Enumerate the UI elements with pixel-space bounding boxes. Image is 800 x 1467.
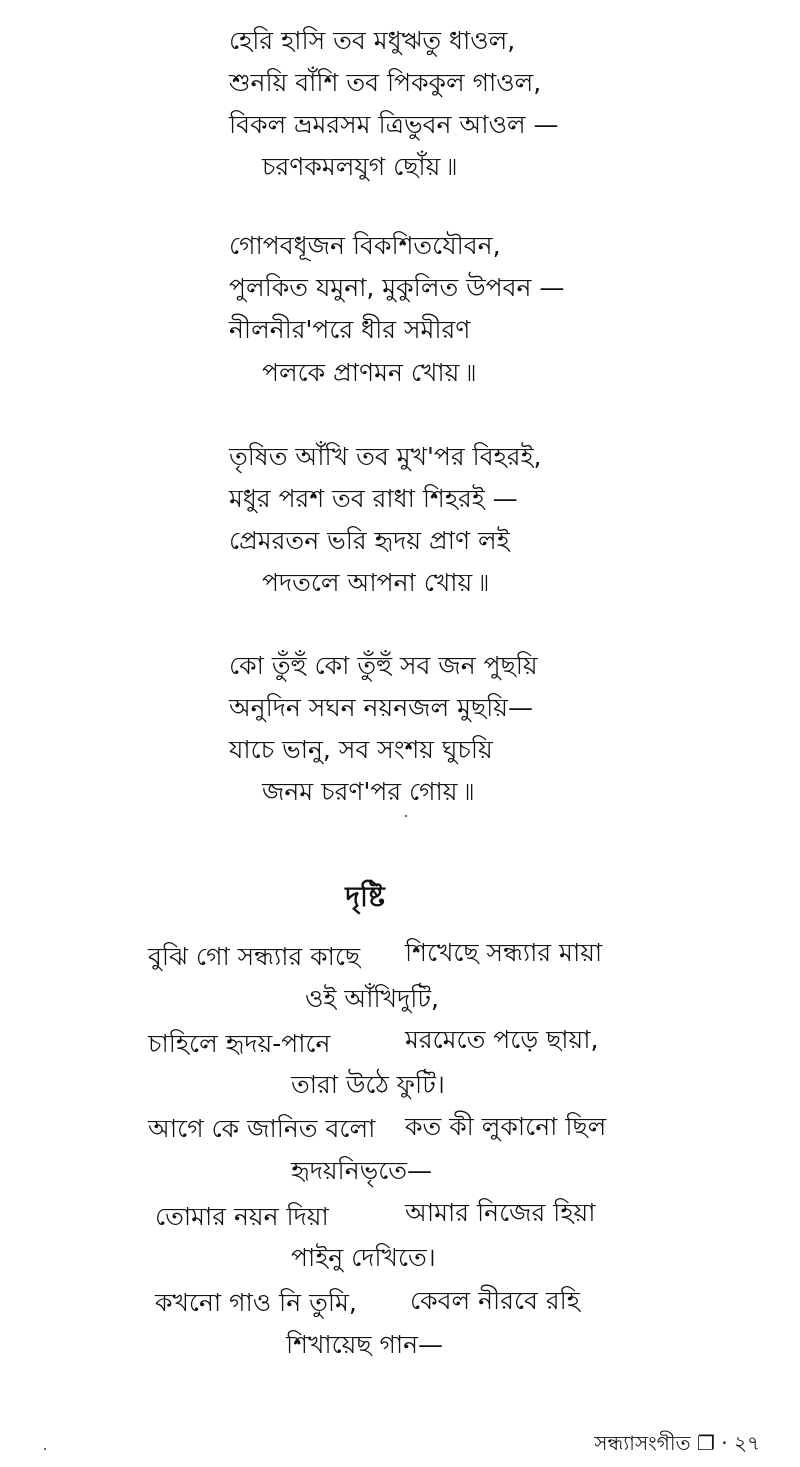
verse-line: কো তুঁহুঁ কো তুঁহুঁ সব জন পুছয়ি [229,651,538,680]
verse-line: জনম চরণ'পর গোয় ৷৷ [262,777,474,806]
verse-line: পাইনু দেখিতে। [291,1243,436,1272]
page-footer [594,1430,760,1456]
verse-line: কত কী লুকানো ছিল [405,1112,607,1141]
verse-line: কখনো গাও নি তুমি, [155,1288,357,1317]
speck [405,815,407,817]
verse-line: বুঝি গো সন্ধ্যার কাছে [148,942,361,971]
verse-line: পদতলে আপনা খোয় ৷৷ [262,568,489,597]
verse-line: নীলনীর'পরে ধীর সমীরণ [229,315,471,344]
verse-line: আমার নিজের হিয়া [405,1198,596,1227]
page-number: · ২৭ [721,1431,760,1455]
verse-line: গোপবধূজন বিকশিতযৌবন, [229,231,501,260]
verse-line: বিকল ভ্রমরসম ত্রিভুবন আওল — [229,110,559,139]
verse-line: চরণকমলযুগ ছোঁয় ৷৷ [262,152,457,181]
verse-line: শিখায়েছ গান— [286,1330,444,1359]
verse-line: হৃদয়নিভৃতে— [291,1156,433,1185]
book-title: সন্ধ্যাসংগীত [594,1431,691,1455]
verse-line: মধুর পরশ তব রাধা শিহরই — [229,484,518,513]
verse-line: অনুদিন সঘন নয়নজল মুছয়ি— [229,693,533,722]
verse-line: চাহিলে হৃদয়-পানে [148,1029,331,1058]
verse-line: তারা উঠে ফুটি। [291,1070,445,1099]
verse-line: তৃষিত আঁখি তব মুখ'পর বিহরই, [229,442,542,471]
verse-line: শুনয়ি বাঁশি তব পিককুল গাওল, [229,68,542,97]
verse-line: হেরি হাসি তব মধুঋতু ধাওল, [229,26,516,55]
verse-line: মরমেতে পড়ে ছায়া, [405,1025,599,1054]
poem-title: দৃষ্টি [345,880,385,913]
verse-line: কেবল নীরবে রহি [410,1286,580,1315]
verse-line: প্রেমরতন ভরি হৃদয় প্রাণ লই [229,526,510,555]
verse-line: যাচে ভানু, সব সংশয় ঘুচয়ি [229,735,493,764]
verse-line: তোমার নয়ন দিয়া [155,1202,329,1231]
verse-line: শিখেছে সন্ধ্যার মায়া [405,938,603,967]
verse-line: পলকে প্রাণমন খোয় ৷৷ [262,358,476,387]
verse-line: পুলকিত যমুনা, মুকুলিত উপবন — [229,273,565,302]
speck [44,1448,46,1450]
ornament-icon: ❐ [696,1431,715,1455]
verse-line: আগে কে জানিত বলো [148,1114,376,1143]
verse-line: ওই আঁখিদুটি, [305,984,439,1013]
